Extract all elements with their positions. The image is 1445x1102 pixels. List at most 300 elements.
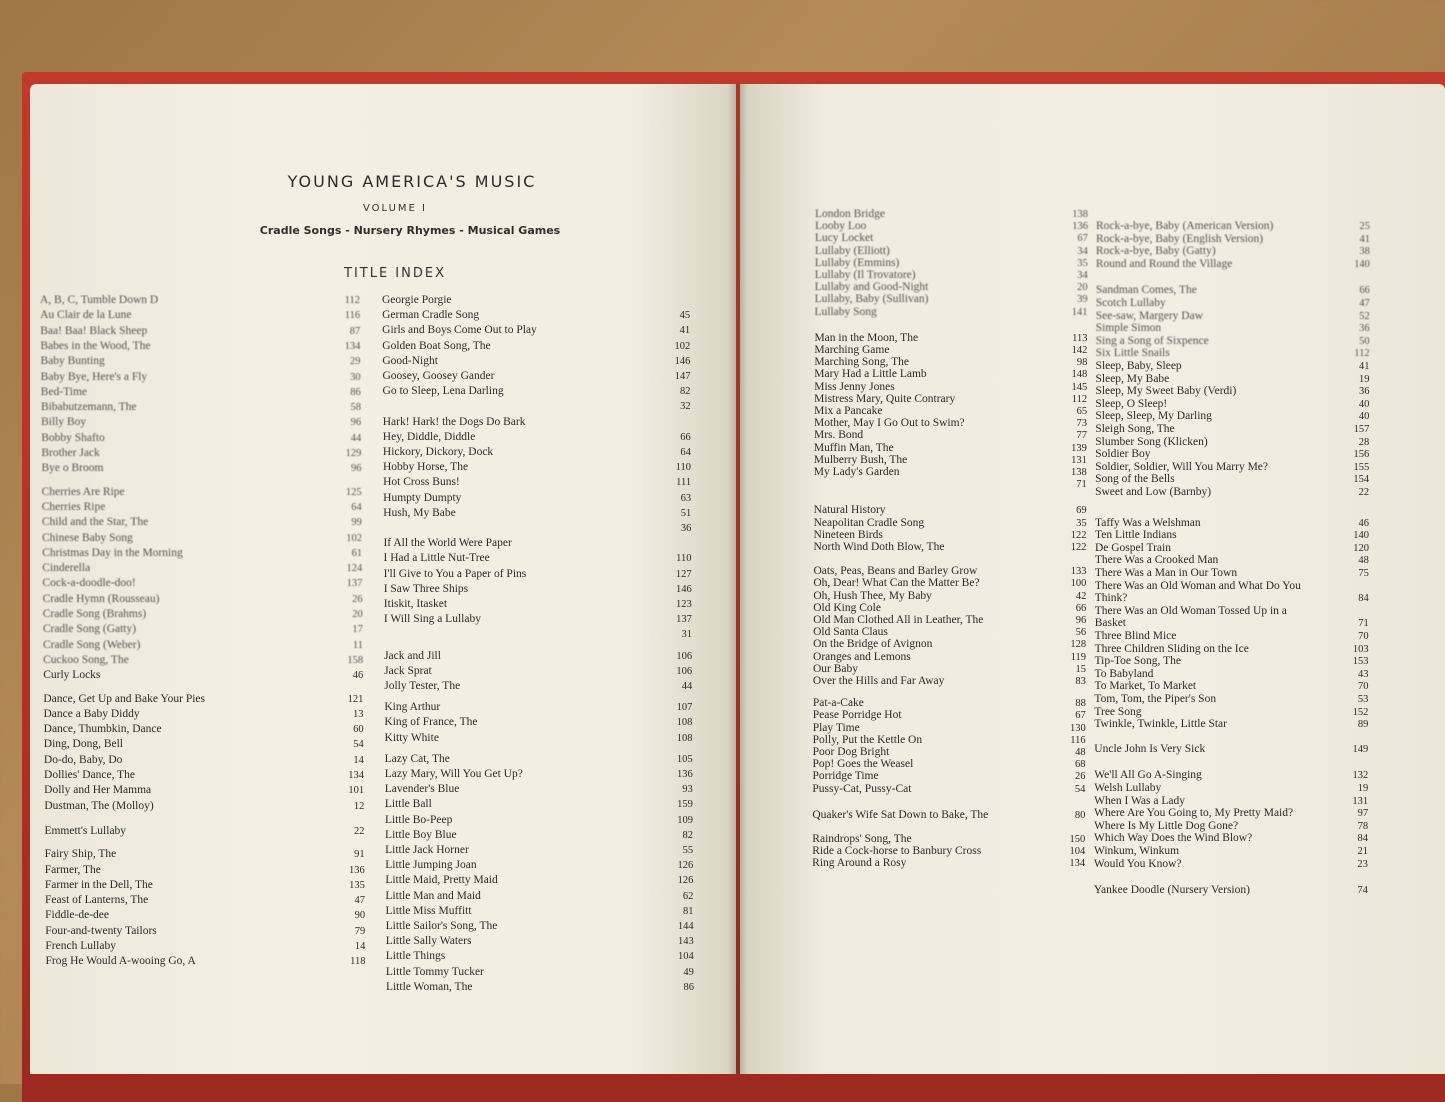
index-entry-title: Jack and Jill xyxy=(384,649,441,662)
index-entry-title: Goosey, Goosey Gander xyxy=(382,370,495,382)
index-entry-title: Sleep, Sleep, My Darling xyxy=(1095,410,1212,423)
index-entry-page: 22 xyxy=(353,825,365,837)
index-entry-page: 23 xyxy=(1357,858,1368,870)
index-entry-title: Soldier Boy xyxy=(1095,448,1151,461)
index-entry-title: Simple Simon xyxy=(1095,322,1162,335)
index-entry-page: 41 xyxy=(1359,233,1370,245)
index-entry-page: 35 xyxy=(1076,517,1087,529)
index-entry-page: 107 xyxy=(676,702,693,714)
index-entry-title: Tree Song xyxy=(1094,705,1142,718)
index-entry-title: Rock-a-bye, Baby (American Version) xyxy=(1096,220,1274,232)
index-entry-page: 71 xyxy=(1076,479,1087,491)
index-entry-title: Basket xyxy=(1094,617,1126,630)
index-entry-title: King Arthur xyxy=(384,701,441,714)
index-entry-title: Old Santa Claus xyxy=(813,626,888,639)
index-entry-title: Pop! Goes the Weasel xyxy=(812,758,914,771)
index-entry-page: 48 xyxy=(1358,555,1369,567)
index-entry-title: Mrs. Bond xyxy=(813,429,864,442)
index-entry-page: 100 xyxy=(1070,578,1087,590)
index-entry-title: Cinderella xyxy=(42,562,91,575)
index-entry-title: Little Man and Maid xyxy=(385,889,481,902)
index-entry-page: 44 xyxy=(681,681,693,692)
index-entry-page: 74 xyxy=(1357,885,1368,897)
index-entry-page: 21 xyxy=(1357,846,1368,857)
index-entry-page: 110 xyxy=(675,462,691,474)
index-entry-title: Cherries Ripe xyxy=(41,500,106,513)
index-entry-page: 54 xyxy=(1074,783,1086,795)
index-entry-title: Dolly and Her Mamma xyxy=(44,784,152,797)
index-entry-title: There Was a Man in Our Town xyxy=(1094,567,1238,579)
index-entry-title: Hot Cross Buns! xyxy=(383,476,460,489)
index-entry-page: 35 xyxy=(1077,257,1088,269)
index-entry-title: Little Boy Blue xyxy=(385,828,457,841)
index-entry-title: Hush, My Babe xyxy=(383,506,456,519)
index-entry-page: 108 xyxy=(676,717,693,729)
index-entry-page: 88 xyxy=(1075,698,1086,710)
index-entry-page: 120 xyxy=(1353,542,1369,554)
index-entry-title: Baby Bunting xyxy=(40,355,105,368)
index-entry-page: 96 xyxy=(350,417,362,429)
index-entry-page: 147 xyxy=(674,371,691,382)
index-entry-page: 136 xyxy=(1072,221,1088,233)
index-entry-page: 51 xyxy=(680,507,692,519)
index-entry-page: 140 xyxy=(1354,258,1370,270)
index-entry-title: Lavender's Blue xyxy=(384,783,460,796)
index-entry-title: Yankee Doodle (Nursery Version) xyxy=(1093,884,1250,897)
index-entry-page: 102 xyxy=(674,340,691,352)
index-entry-title: Raindrops' Song, The xyxy=(812,833,912,845)
index-entry-title: Taffy Was a Welshman xyxy=(1095,516,1201,529)
index-entry-page: 121 xyxy=(347,693,364,705)
index-entry-title: Slumber Song (Klicken) xyxy=(1095,435,1208,448)
index-entry-page: 69 xyxy=(1076,505,1087,517)
index-entry-title: Au Clair de la Lune xyxy=(40,309,132,322)
index-entry-title: Cherries Are Ripe xyxy=(41,485,125,498)
index-entry-page: 148 xyxy=(1071,369,1088,381)
index-entry-title: On the Bridge of Avignon xyxy=(813,638,933,651)
index-entry-title: Where Are You Going to, My Pretty Maid? xyxy=(1094,807,1294,820)
index-entry-title: Old Man Clothed All in Leather, The xyxy=(813,614,984,626)
index-entry-title: Lullaby (Emmins) xyxy=(814,256,900,269)
index-entry-page: 99 xyxy=(351,517,362,529)
index-entry-title: Dance, Get Up and Bake Your Pies xyxy=(43,692,205,705)
index-entry-title: Billy Boy xyxy=(41,416,87,429)
index-entry-page: 52 xyxy=(1359,310,1370,322)
index-entry-page: 143 xyxy=(677,936,694,948)
index-entry-title: Ding, Dong, Bell xyxy=(43,738,123,751)
index-entry-title: Baby Bye, Here's a Fly xyxy=(40,370,148,383)
index-entry-title: Ring Around a Rosy xyxy=(812,857,907,870)
book-gutter xyxy=(728,84,748,1074)
index-entry-page: 145 xyxy=(1071,381,1088,393)
index-entry-title: Twinkle, Twinkle, Little Star xyxy=(1094,718,1227,731)
index-entry-page: 22 xyxy=(1358,487,1370,498)
index-entry-page: 46 xyxy=(1358,517,1370,529)
index-entry-title: Mix a Pancake xyxy=(814,405,883,417)
index-entry-title: Dustman, The (Molloy) xyxy=(44,799,154,812)
index-entry-title: Little Sally Waters xyxy=(385,935,472,948)
index-entry-page: 71 xyxy=(1358,618,1369,630)
index-entry-title: Jack Sprat xyxy=(384,664,432,677)
index-entry-page: 78 xyxy=(1357,820,1369,832)
index-entry-page: 131 xyxy=(1071,454,1087,466)
index-entry-page: 70 xyxy=(1357,681,1369,693)
index-entry-page: 141 xyxy=(1071,306,1088,318)
index-entry-page: 17 xyxy=(352,624,363,636)
index-entry-title: German Cradle Song xyxy=(382,309,480,322)
index-entry-page: 36 xyxy=(680,523,692,534)
index-entry-title: Oh, Dear! What Can the Matter Be? xyxy=(813,577,980,590)
index-entry-title: Soldier, Soldier, Will You Marry Me? xyxy=(1095,460,1269,473)
index-entry-page: 56 xyxy=(1075,627,1087,639)
index-entry-title: Think? xyxy=(1094,592,1128,605)
index-entry-title: Hobby Horse, The xyxy=(382,461,469,474)
index-entry-page: 119 xyxy=(1070,651,1087,663)
index-entry-title: Girls and Boys Come Out to Play xyxy=(382,324,537,337)
index-entry-title: Little Tommy Tucker xyxy=(385,965,484,978)
index-entry-title: Mother, May I Go Out to Swim? xyxy=(814,417,965,430)
index-entry-page: 31 xyxy=(681,629,692,641)
index-entry-title: Bed-Time xyxy=(40,385,88,398)
index-entry-page: 68 xyxy=(1075,759,1086,771)
index-entry-page: 28 xyxy=(1358,436,1370,448)
index-entry-page: 81 xyxy=(683,905,694,917)
index-entry-title: Cradle Song (Gatty) xyxy=(42,623,137,636)
index-entry-title: Marching Song, The xyxy=(814,356,909,369)
index-entry-page: 152 xyxy=(1352,706,1369,718)
index-entry-title: Mistress Mary, Quite Contrary xyxy=(814,392,956,405)
index-entry-title: Fiddle-de-dee xyxy=(45,909,109,922)
index-entry-title: Miss Jenny Jones xyxy=(814,380,895,393)
index-entry-title: Bobby Shafto xyxy=(41,431,105,444)
index-heading: TITLE INDEX xyxy=(344,266,446,281)
index-entry-page: 134 xyxy=(344,340,361,352)
index-entry-title: Emmett's Lullaby xyxy=(44,824,127,837)
index-entry-page: 122 xyxy=(1070,529,1087,541)
index-entry-title: Sleep, Baby, Sleep xyxy=(1095,360,1182,372)
index-entry-title: Cock-a-doodle-doo! xyxy=(42,577,136,590)
index-entry-page: 34 xyxy=(1077,270,1088,281)
index-entry-title: Bibabutzemann, The xyxy=(40,401,137,414)
index-entry-title: Feast of Lanterns, The xyxy=(44,894,149,907)
index-entry-page: 41 xyxy=(1359,361,1370,372)
index-entry-page: 93 xyxy=(682,784,693,796)
index-entry-page: 65 xyxy=(1076,406,1088,417)
index-entry-title: Cuckoo Song, The xyxy=(43,653,129,666)
index-entry-title: Rock-a-bye, Baby (English Version) xyxy=(1095,232,1264,245)
index-entry-page: 14 xyxy=(353,754,364,766)
index-entry-title: Tom, Tom, the Piper's Son xyxy=(1094,693,1217,705)
index-entry-page: 84 xyxy=(1358,593,1369,605)
index-entry-page: 80 xyxy=(1074,809,1086,821)
index-entry-title: Scotch Lullaby xyxy=(1095,297,1166,309)
index-entry-page: 157 xyxy=(1353,424,1370,435)
index-entry-page: 102 xyxy=(346,532,363,544)
index-entry-page: 84 xyxy=(1357,833,1369,845)
index-entry-page: 20 xyxy=(1077,282,1088,294)
index-entry-page: 82 xyxy=(682,829,694,841)
index-entry-title: Chinese Baby Song xyxy=(42,531,133,544)
index-entry-title: Fairy Ship, The xyxy=(44,848,117,861)
index-entry-title: Do-do, Baby, Do xyxy=(43,753,123,766)
index-entry-page: 138 xyxy=(1071,467,1087,478)
index-entry-title: Man in the Moon, The xyxy=(814,331,919,344)
index-entry-title: Farmer, The xyxy=(44,863,101,876)
index-entry-page: 106 xyxy=(676,650,693,662)
index-entry-page: 136 xyxy=(676,769,693,780)
index-entry-page: 104 xyxy=(1069,846,1086,858)
index-entry-page: 25 xyxy=(1359,221,1370,232)
index-entry-title: I Had a Little Nut-Tree xyxy=(383,552,490,565)
index-entry-title: Marching Game xyxy=(814,344,890,356)
index-entry-title: Tip-Toe Song, The xyxy=(1094,655,1181,668)
index-entry-page: 89 xyxy=(1357,719,1369,731)
index-entry-title: Little Jack Horner xyxy=(385,844,469,856)
index-entry-title: Frog He Would A-wooing Go, A xyxy=(45,955,196,968)
index-entry-page: 19 xyxy=(1359,373,1370,385)
index-entry-title: There Was an Old Woman and What Do You xyxy=(1094,579,1301,592)
volume-label: VOLUME I xyxy=(362,203,427,214)
index-entry-page: 159 xyxy=(677,799,693,811)
index-entry-title: There Was an Old Woman Tossed Up in a xyxy=(1094,604,1287,617)
index-entry-title: Good-Night xyxy=(382,354,438,367)
index-entry-title: Oh, Hush Thee, My Baby xyxy=(813,589,932,602)
index-entry-page: 133 xyxy=(1070,566,1087,578)
index-entry-title: Lazy Cat, The xyxy=(384,752,450,765)
index-entry-page: 129 xyxy=(345,448,362,459)
index-entry-page: 43 xyxy=(1358,668,1369,680)
index-entry-page: 66 xyxy=(1359,285,1370,297)
index-entry-title: Four-and-twenty Tailors xyxy=(45,924,157,937)
index-entry-title: Sleep, My Sweet Baby (Verdi) xyxy=(1095,385,1237,398)
index-entry-title: Little Sailor's Song, The xyxy=(385,920,498,932)
index-entry-page: 38 xyxy=(1359,246,1370,258)
index-entry-title: Sing a Song of Sixpence xyxy=(1095,334,1209,347)
index-entry-title: Cradle Song (Weber) xyxy=(42,638,141,651)
index-entry-page: 26 xyxy=(352,593,363,605)
index-entry-title: Little Jumping Joan xyxy=(385,859,477,872)
index-entry-page: 63 xyxy=(680,492,692,504)
index-entry-title: Over the Hills and Far Away xyxy=(812,675,945,687)
index-entry-title: Curly Locks xyxy=(43,669,101,682)
index-entry-title: Little Miss Muffitt xyxy=(385,904,472,917)
index-entry-title: Lullaby, Baby (Sullivan) xyxy=(814,293,929,306)
index-entry-page: 47 xyxy=(354,895,365,907)
index-entry-page: 20 xyxy=(352,609,363,620)
index-entry-title: Sleigh Song, The xyxy=(1095,423,1175,435)
index-entry-page: 90 xyxy=(354,910,366,922)
index-entry-title: Where Is My Little Dog Gone? xyxy=(1094,819,1239,832)
index-entry-title: I Will Sing a Lullaby xyxy=(383,613,481,626)
index-entry-page: 146 xyxy=(674,355,691,367)
index-entry-title: Mary Had a Little Lamb xyxy=(814,368,927,381)
index-entry-title: Itiskit, Itasket xyxy=(383,598,448,610)
index-entry-page: 61 xyxy=(351,547,363,559)
index-entry-title: French Lullaby xyxy=(45,940,116,952)
index-entry-title: Hey, Diddle, Diddle xyxy=(382,430,476,443)
index-entry-page: 36 xyxy=(1359,323,1370,335)
index-entry-page: 131 xyxy=(1352,795,1369,807)
book-title: YOUNG AMERICA'S MUSIC xyxy=(287,172,537,191)
index-entry-page: 11 xyxy=(352,639,363,651)
index-entry-page: 19 xyxy=(1357,783,1369,794)
index-entry-title: Baa! Baa! Black Sheep xyxy=(40,324,148,337)
index-entry-title: Six Little Snails xyxy=(1095,347,1170,360)
index-entry-title: Cradle Hymn (Rousseau) xyxy=(42,592,160,605)
index-entry-page: 41 xyxy=(679,325,691,337)
index-entry-title: Nineteen Birds xyxy=(813,528,883,541)
index-entry-title: Uncle John Is Very Sick xyxy=(1094,742,1206,755)
index-entry-title: I'll Give to You a Paper of Pins xyxy=(383,567,527,580)
index-entry-title: Babes in the Wood, The xyxy=(40,339,151,352)
index-entry-page: 42 xyxy=(1075,590,1087,602)
index-entry-page: 67 xyxy=(1075,710,1086,722)
index-entry-page: 32 xyxy=(680,401,691,413)
index-entry-page: 137 xyxy=(346,578,363,590)
index-entry-page: 150 xyxy=(1069,834,1086,845)
index-entry-page: 47 xyxy=(1359,298,1370,309)
index-entry-page: 82 xyxy=(680,386,691,398)
index-entry-page: 155 xyxy=(1353,461,1370,473)
index-entry-title: Quaker's Wife Sat Down to Bake, The xyxy=(812,808,989,821)
index-entry-title: Cradle Song (Brahms) xyxy=(42,608,147,620)
index-entry-title: Lullaby (Elliott) xyxy=(814,244,890,257)
index-entry-title: Jolly Tester, The xyxy=(384,680,461,692)
index-entry-title: Go to Sleep, Lena Darling xyxy=(382,385,504,398)
index-entry-page: 108 xyxy=(676,732,693,744)
index-entry-title: Our Baby xyxy=(812,662,858,675)
index-entry-title: To Market, To Market xyxy=(1094,680,1197,693)
index-entry-page: 97 xyxy=(1357,808,1369,820)
index-entry-page: 149 xyxy=(1352,743,1369,755)
index-entry-page: 142 xyxy=(1071,345,1088,356)
index-entry-page: 122 xyxy=(1070,542,1087,553)
index-entry-title: If All the World Were Paper xyxy=(383,537,512,550)
index-entry-page: 46 xyxy=(352,670,364,682)
index-entry-title: Play Time xyxy=(812,721,860,734)
index-entry-title: Oranges and Lemons xyxy=(813,650,911,663)
index-entry-title: Sleep, O Sleep! xyxy=(1095,397,1168,410)
index-entry-page: 70 xyxy=(1358,631,1369,642)
index-entry-title: Farmer in the Dell, The xyxy=(44,878,153,891)
subtitle: Cradle Songs - Nursery Rhymes - Musical Games xyxy=(259,224,561,237)
index-entry-page: 15 xyxy=(1075,663,1086,675)
index-entry-page: 132 xyxy=(1352,770,1369,782)
index-entry-title: Ride a Cock-horse to Banbury Cross xyxy=(812,845,982,858)
index-entry-title: Lullaby (Il Trovatore) xyxy=(814,269,916,281)
index-entry-title: Sweet and Low (Barnby) xyxy=(1095,486,1212,498)
index-entry-title: When I Was a Lady xyxy=(1094,794,1185,807)
index-entry-page: 116 xyxy=(344,310,361,322)
index-entry-title: There Was a Crooked Man xyxy=(1094,554,1219,567)
index-entry-page: 79 xyxy=(354,925,366,937)
index-entry-title: Little Ball xyxy=(384,798,432,811)
index-entry-title: Lazy Mary, Will You Get Up? xyxy=(384,768,523,780)
index-entry-page: 49 xyxy=(683,966,694,978)
index-entry-page: 134 xyxy=(348,770,365,781)
index-entry-title: Little Bo-Peep xyxy=(384,813,453,826)
index-entry-page: 140 xyxy=(1353,530,1369,542)
index-entry-page: 53 xyxy=(1357,694,1369,705)
index-entry-page: 96 xyxy=(350,463,362,475)
index-entry-page: 64 xyxy=(351,501,362,513)
index-entry-page: 67 xyxy=(1077,233,1088,245)
index-entry-title: Porridge Time xyxy=(812,770,879,783)
index-entry-page: 83 xyxy=(1075,676,1086,687)
index-entry-page: 128 xyxy=(1070,639,1087,651)
index-entry-title: Looby Loo xyxy=(814,220,867,233)
index-entry-page: 126 xyxy=(677,860,694,872)
index-entry-page: 136 xyxy=(348,864,365,876)
index-entry-page: 111 xyxy=(676,477,692,489)
index-entry-title: Hickory, Dickory, Dock xyxy=(382,446,494,458)
index-entry-page: 14 xyxy=(354,941,366,952)
index-entry-title: Ten Little Indians xyxy=(1095,529,1177,542)
index-entry-page: 55 xyxy=(682,845,694,856)
index-entry-page: 39 xyxy=(1077,294,1088,306)
index-entry-title: Dance, Thumbkin, Dance xyxy=(43,723,162,736)
index-entry-title: Oats, Peas, Beans and Barley Grow xyxy=(813,565,978,578)
index-entry-title: Christmas Day in the Morning xyxy=(42,546,183,559)
index-entry-page: 50 xyxy=(1359,335,1370,347)
index-entry-page: 118 xyxy=(350,956,366,968)
index-entry-title: Golden Boat Song, The xyxy=(382,339,491,352)
index-entry-title: See-saw, Margery Daw xyxy=(1095,309,1204,322)
index-entry-page: 137 xyxy=(676,614,692,626)
index-entry-page: 134 xyxy=(1069,858,1086,870)
index-entry-title: Little Woman, The xyxy=(385,980,473,993)
index-entry-page: 12 xyxy=(353,800,365,812)
index-entry-title: Little Maid, Pretty Maid xyxy=(385,874,498,887)
index-entry-title: Three Blind Mice xyxy=(1094,630,1177,642)
index-entry-page: 156 xyxy=(1353,449,1370,461)
index-entry-page: 123 xyxy=(676,599,692,610)
index-entry-title: Mulberry Bush, The xyxy=(813,453,908,466)
index-entry-title: Humpty Dumpty xyxy=(383,491,462,504)
index-entry-page: 112 xyxy=(1071,393,1088,405)
index-entry-page: 154 xyxy=(1353,474,1370,486)
index-entry-page: 87 xyxy=(349,325,361,337)
index-entry-title: Round and Round the Village xyxy=(1095,257,1233,270)
index-entry-title: Sandman Comes, The xyxy=(1095,284,1197,297)
index-entry-title: Old King Cole xyxy=(813,601,881,614)
index-entry-page: 104 xyxy=(678,951,694,963)
index-entry-title: London Bridge xyxy=(815,208,885,220)
index-entry-title: Rock-a-bye, Baby (Gatty) xyxy=(1095,245,1216,258)
index-entry-page: 139 xyxy=(1071,442,1087,454)
index-entry-title: Muffin Man, The xyxy=(813,441,894,454)
index-entry-title: Little Things xyxy=(385,950,446,963)
index-entry-title: We'll All Go A-Singing xyxy=(1094,769,1202,782)
index-entry-page: 112 xyxy=(1354,348,1370,360)
index-entry-page: 105 xyxy=(676,753,693,765)
index-entry-page: 66 xyxy=(680,431,691,443)
index-entry-page: 127 xyxy=(675,568,692,580)
index-entry-page: 40 xyxy=(1358,398,1370,410)
index-entry-title: Brother Jack xyxy=(41,447,100,459)
index-entry-page: 13 xyxy=(353,708,364,720)
index-entry-title: Dance a Baby Diddy xyxy=(43,707,140,720)
index-entry-title: Winkum, Winkum xyxy=(1093,845,1180,857)
index-entry-title: Which Way Does the Wind Blow? xyxy=(1094,832,1253,845)
index-entry-page: 75 xyxy=(1358,568,1369,579)
index-entry-page: 112 xyxy=(344,295,360,306)
index-entry-page: 124 xyxy=(346,563,363,575)
index-entry-page: 54 xyxy=(353,739,364,751)
index-entry-page: 26 xyxy=(1074,771,1086,783)
index-entry-title: Lullaby and Good-Night xyxy=(814,281,929,294)
index-entry-title: Dollies' Dance, The xyxy=(44,769,136,781)
